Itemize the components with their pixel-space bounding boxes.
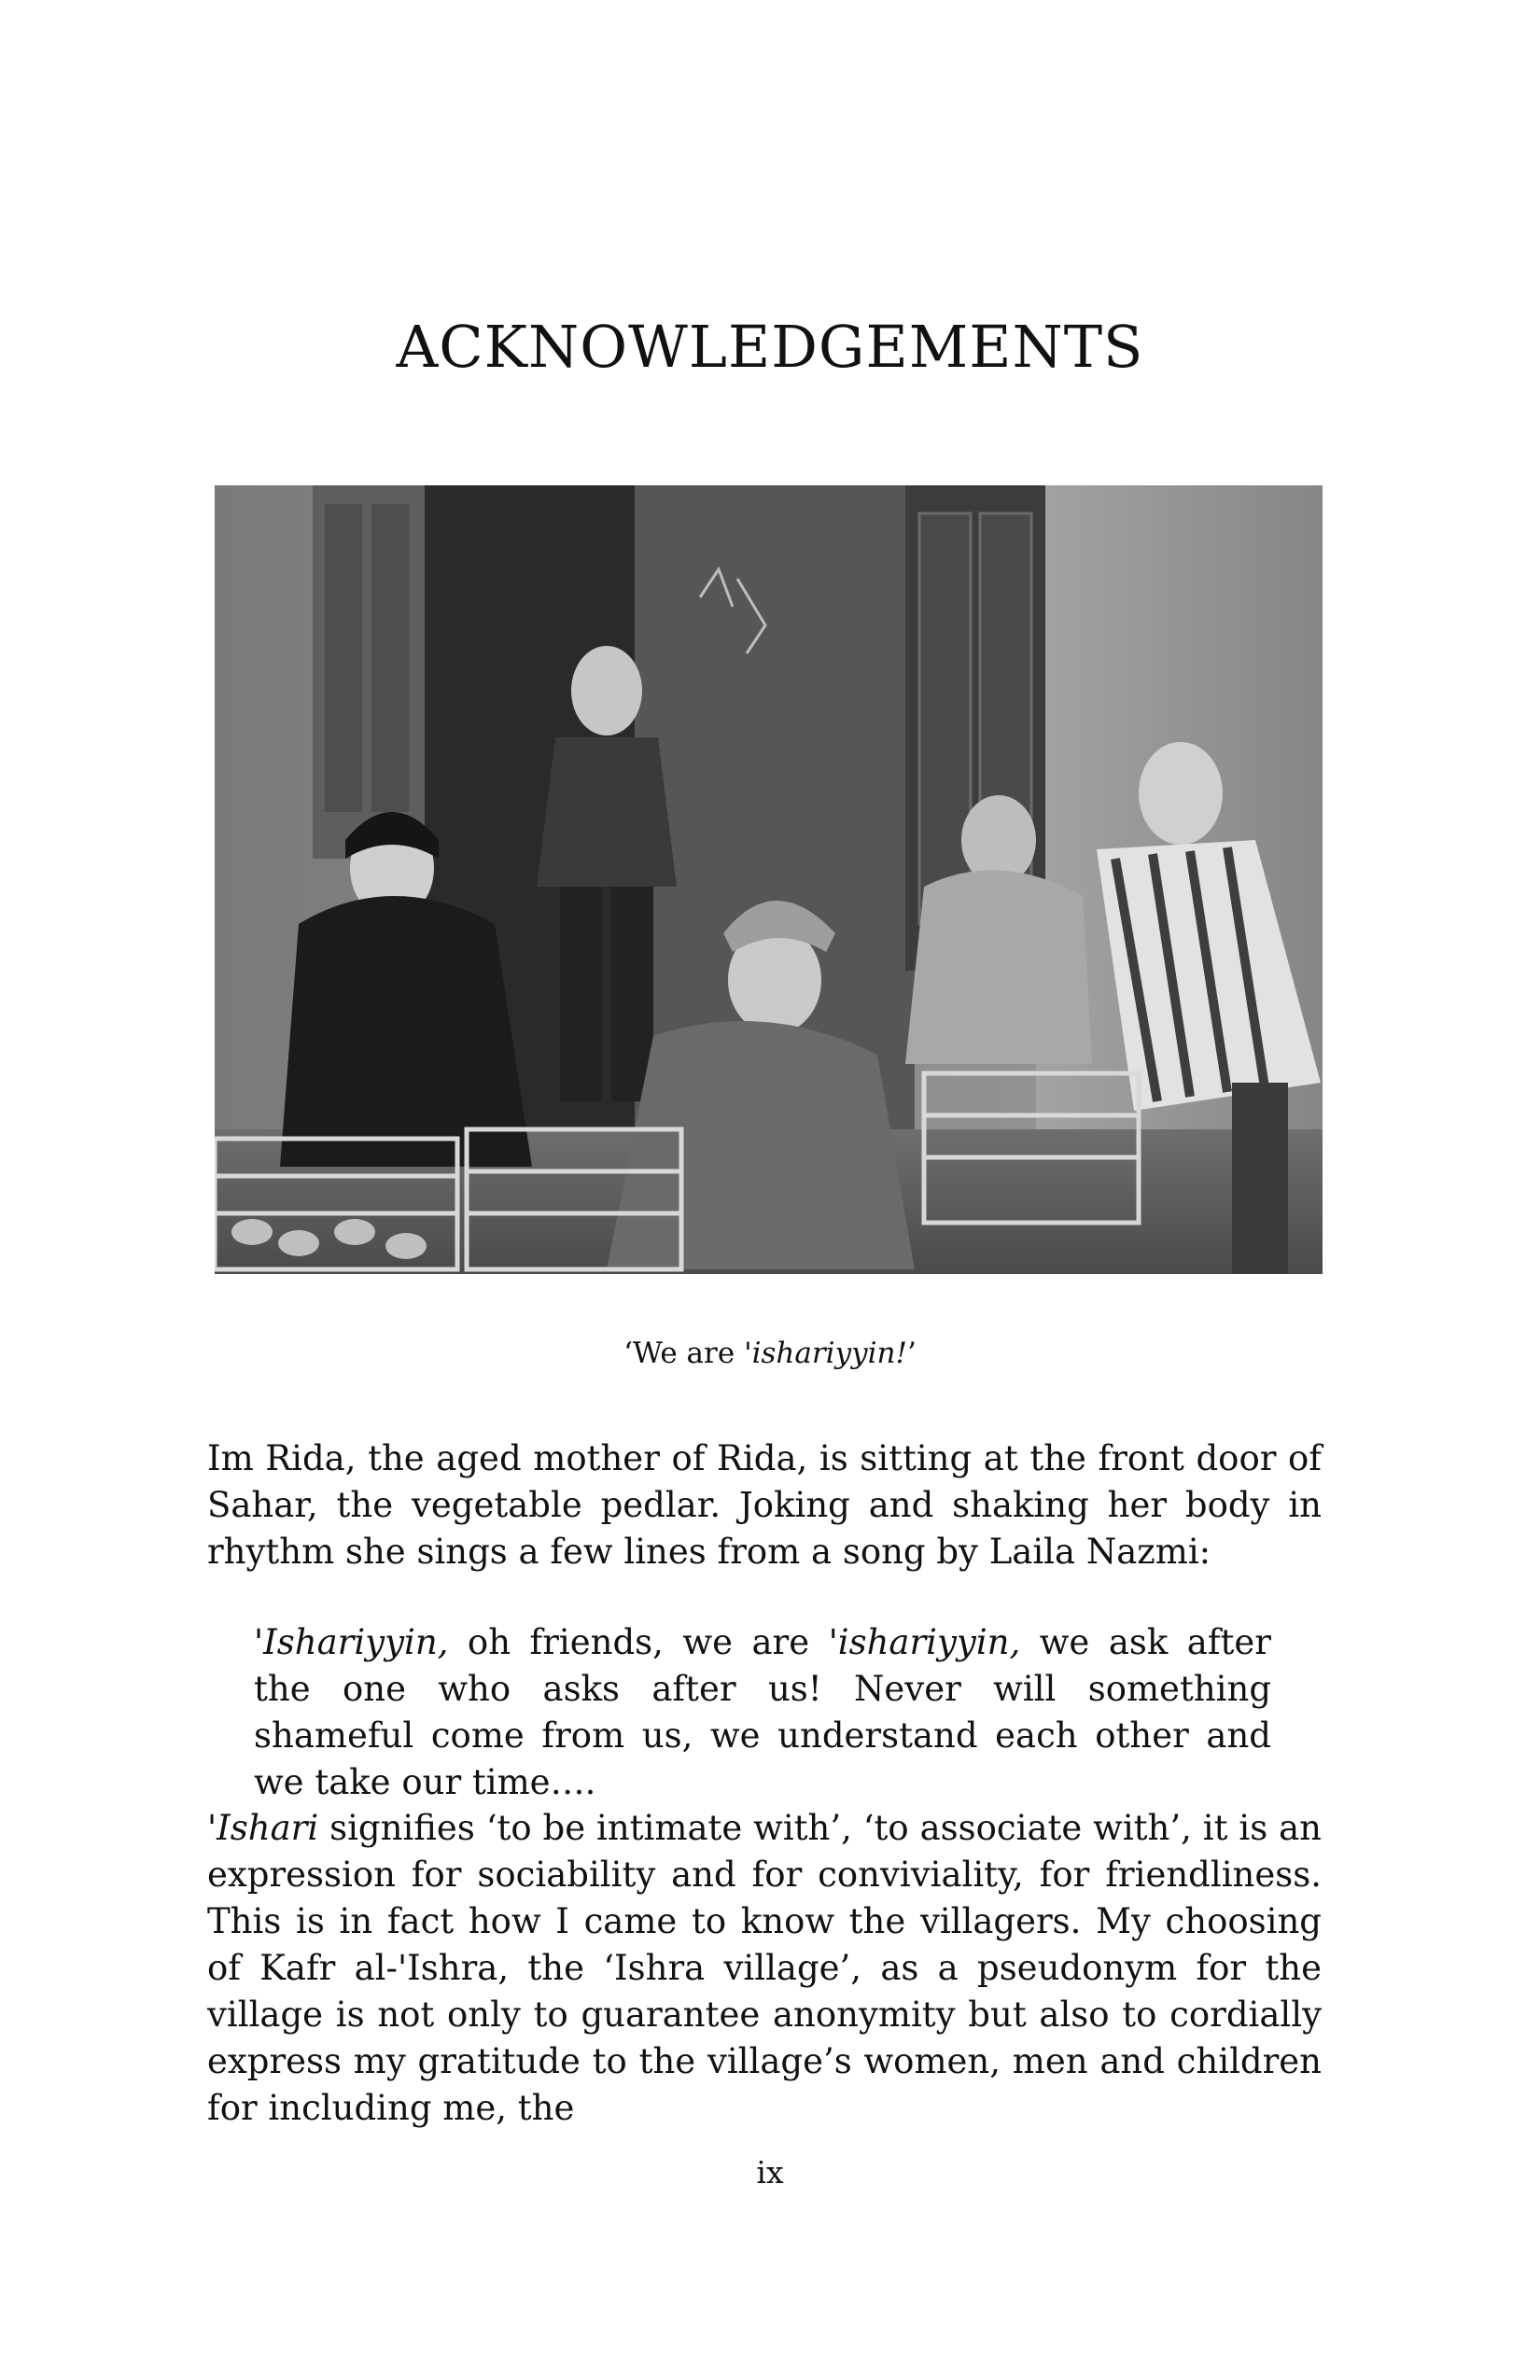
quote-text-1: oh friends, we are [448,1622,829,1662]
figure-caption [0,1337,1540,1370]
body-paragraph-2 [207,1805,1322,2132]
quote-text-2: we ask after the one who asks after us! Never will something shameful come from us, we understand each other and we take our time…. [254,1622,1271,1802]
boy-centre [537,737,677,887]
village-photograph [215,485,1323,1274]
photo-illustration [215,485,1323,1274]
quote-term-1: 'Ishariyyin, [254,1622,449,1662]
caption-close: ’ [906,1337,917,1370]
paragraph-2-term: 'Ishari [207,1808,319,1848]
page-title: ACKNOWLEDGEMENTS [396,313,1144,381]
body-paragraph-1: Im Rida, the aged mother of Rida, is sitting at the front door of Sahar, the vegetable pedlar. Joking and shaking her body in rhythm she sings a few lines from a song by Laila Nazmi: [207,1438,1322,1572]
caption-italic-term: 'ishariyyin! [744,1337,907,1370]
woman-centre [607,1021,915,1269]
page-number: ix [756,2154,784,2191]
woman-right [905,870,1092,1064]
paragraph-2-text: signifies ‘to be intimate with’, ‘to associate with’, it is an expression for sociability and for conviviality, for friendliness. This is in fact how I came to know the villagers. My choosing of Kafr al-'Ishra, the ‘Ishra village’, as a pseudonym for the village is not only to guarantee anonymity but also to cordially express my gratitude to the village’s women, men and children for including me, the [207,1808,1322,2128]
caption-open: ‘We are [623,1337,745,1370]
quote-term-2: 'ishariyyin, [828,1622,1021,1662]
woman-left [280,896,532,1167]
song-quote [254,1619,1271,1806]
